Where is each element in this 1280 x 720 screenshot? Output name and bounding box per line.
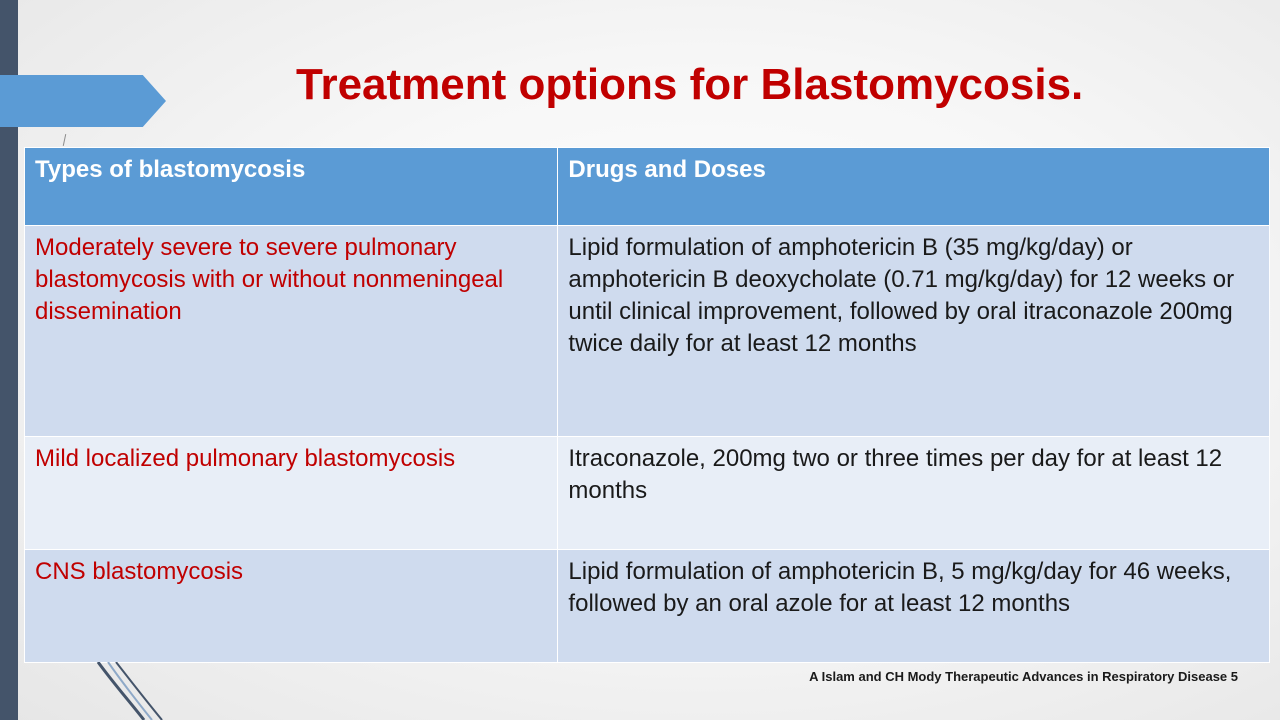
row-dose-cell: Itraconazole, 200mg two or three times per day for at least 12 months	[558, 437, 1270, 550]
decorative-lines	[96, 662, 166, 720]
decorative-mark	[63, 134, 66, 146]
row-type-cell: Moderately severe to severe pulmonary blastomycosis with or without nonmeningeal dissemination	[25, 226, 558, 437]
row-dose-cell: Lipid formulation of amphotericin B, 5 mg/kg/day for 46 weeks, followed by an oral azole for at least 12 months	[558, 550, 1270, 663]
arrow-decoration	[0, 75, 166, 127]
citation-text: A Islam and CH Mody Therapeutic Advances in Respiratory Disease 5	[809, 669, 1238, 684]
table-row	[25, 437, 1270, 550]
table-row	[25, 226, 1270, 437]
slide-title: Treatment options for Blastomycosis.	[296, 60, 1084, 109]
table-header-row	[25, 148, 1270, 226]
table-row	[25, 550, 1270, 663]
header-types: Types of blastomycosis	[25, 148, 558, 226]
header-drugs-doses: Drugs and Doses	[558, 148, 1270, 226]
row-type-cell: CNS blastomycosis	[25, 550, 558, 663]
row-dose-cell: Lipid formulation of amphotericin B (35 mg/kg/day) or amphotericin B deoxycholate (0.71 mg/kg/day) for 12 weeks or until clinical improvement, followed by oral itraconazole 200mg twice daily for at least 12 months	[558, 226, 1270, 437]
treatment-table	[24, 147, 1270, 663]
treatment-table-container	[24, 147, 1270, 663]
row-type-cell: Mild localized pulmonary blastomycosis	[25, 437, 558, 550]
